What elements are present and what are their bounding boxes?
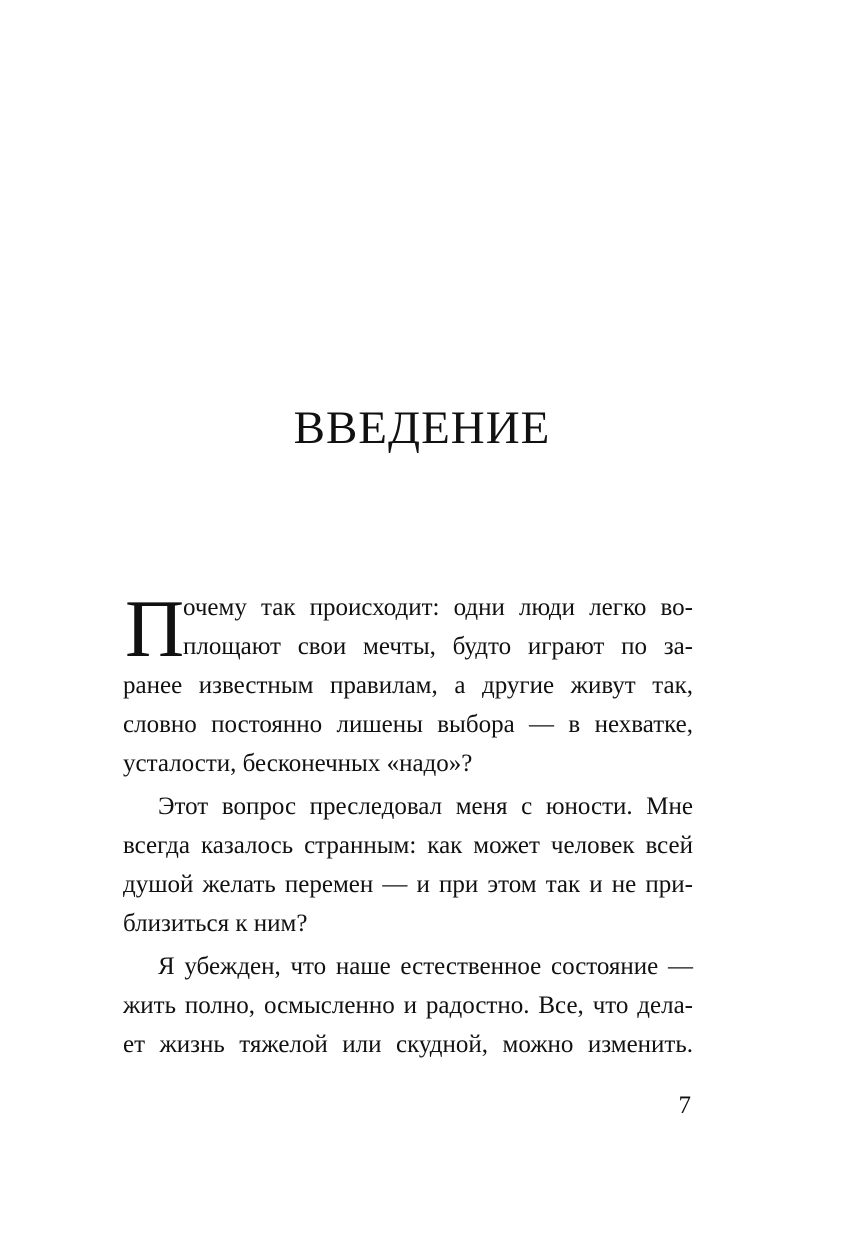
text-line: ранее известным правилам, а другие живут так, [123, 672, 693, 699]
text-line: всегда казалось странным: как может человек всей [123, 832, 693, 859]
paragraph-3 [123, 947, 693, 1064]
text-line: очему так происходит: одни люди легко во- [183, 594, 693, 621]
body-text [123, 583, 693, 1064]
chapter-title: ВВЕДЕНИЕ [293, 402, 551, 454]
text-line: усталости, бесконечных «надо»? [123, 750, 473, 777]
drop-cap: П [125, 583, 185, 674]
text-line: Я убежден, что наше естественное состояние — [158, 953, 693, 980]
paragraph-2 [123, 787, 693, 943]
text-line: площают свои мечты, будто играют по за- [183, 633, 693, 660]
text-line: ет жизнь тяжелой или скудной, можно изменить. [123, 1031, 693, 1058]
page-number: 7 [678, 1092, 691, 1119]
text-line: близиться к ним? [123, 910, 308, 937]
text-line: душой желать перемен — и при этом так и не при- [123, 871, 693, 898]
text-line: жить полно, осмысленно и радостно. Все, что дела- [123, 992, 693, 1019]
text-line: словно постоянно лишены выбора — в нехватке, [123, 711, 693, 738]
text-line: Этот вопрос преследовал меня с юности. Мне [158, 793, 693, 820]
paragraph-1 [123, 583, 693, 783]
